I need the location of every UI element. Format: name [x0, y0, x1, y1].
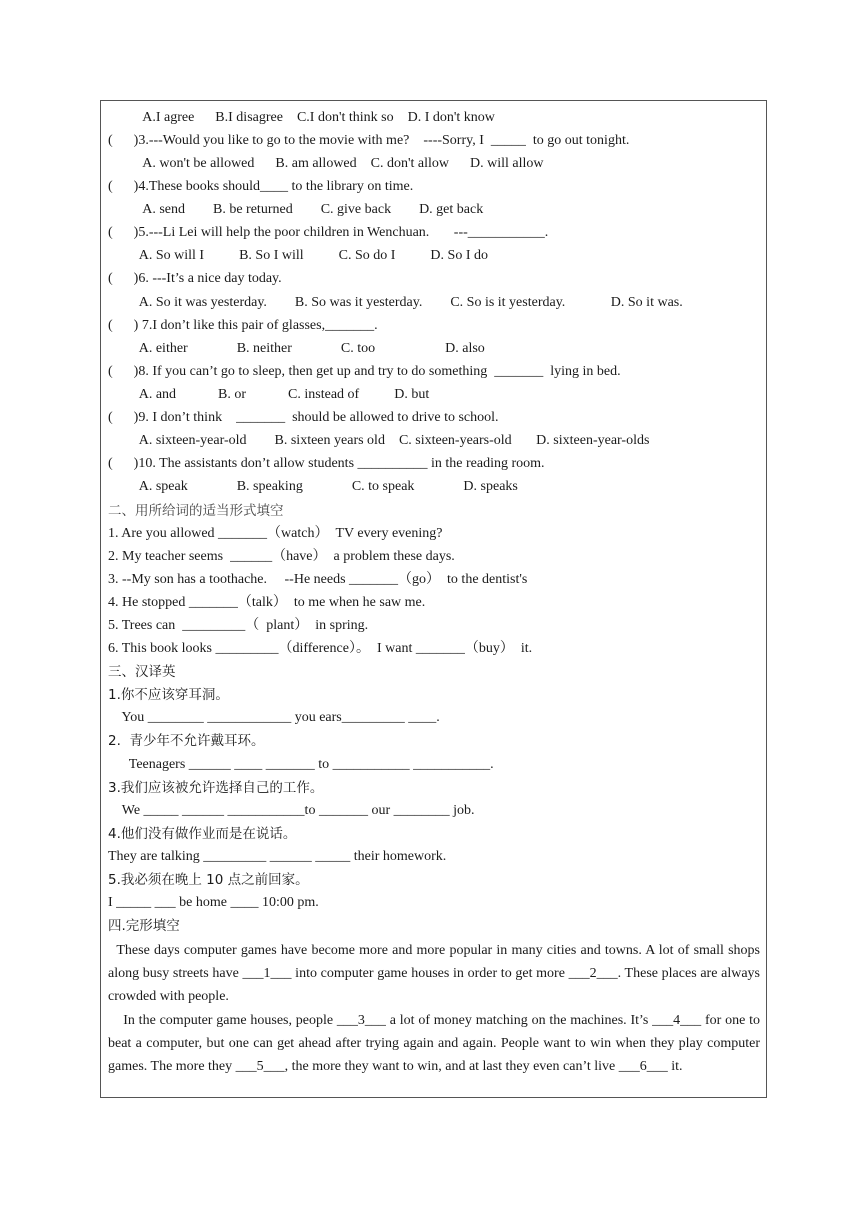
fill-item-1: 1. Are you allowed _______（watch） TV every evening? — [108, 526, 443, 541]
mc-options-10: A. speak B. speaking C. to speak D. speaks — [108, 479, 518, 494]
section-2-title: 二、用所给词的适当形式填空 — [108, 503, 284, 519]
mc-options-3: A. won't be allowed B. am allowed C. don't allow D. will allow — [108, 156, 544, 171]
mc-options-6: A. So it was yesterday. B. So was it yesterday. C. So is it yesterday. D. So it was. — [108, 295, 683, 310]
cloze-paragraph-2: In the computer game houses, people ___3___ a lot of money matching on the machines. It’s ___4___ for one to beat a computer, but one can get ahead after trying again and again. People want to win when they play computer games. The more they ___5___, the more they want to win, and at last they even can’t live ___6___ it. — [108, 1012, 764, 1075]
fill-item-3: 3. --My son has a toothache. --He needs _______（go） to the dentist's — [108, 572, 528, 587]
cloze-passage — [108, 939, 764, 1078]
fill-item-4: 4. He stopped _______（talk） to me when he saw me. — [108, 595, 426, 610]
translate-answer-3: We _____ ______ ___________to _______ our ________ job. — [108, 803, 475, 818]
translate-answer-2: Teenagers ______ ____ _______ to ___________ ___________. — [108, 757, 494, 772]
section-4-title: 四.完形填空 — [108, 918, 180, 934]
translate-prompt-2: 2. 青少年不允许戴耳环。 — [108, 733, 265, 749]
mc-question-7: ( ) 7.I don’t like this pair of glasses,_______. — [108, 318, 378, 333]
translate-answer-5: I _____ ___ be home ____ 10:00 pm. — [108, 895, 319, 910]
fill-item-2: 2. My teacher seems ______（have） a problem these days. — [108, 549, 455, 564]
cloze-paragraph-1: These days computer games have become more and more popular in many cities and towns. A lot of small shops along busy streets have ___1___ into computer game houses in order to get more ___2___. These places are always crowded with people. — [108, 943, 764, 1005]
section-3-title: 三、汉译英 — [108, 664, 176, 680]
mc-options-2: A.I agree B.I disagree C.I don't think so D. I don't know — [108, 110, 495, 125]
mc-options-4: A. send B. be returned C. give back D. get back — [108, 202, 484, 217]
mc-options-7: A. either B. neither C. too D. also — [108, 341, 485, 356]
fill-item-5: 5. Trees can _________（ plant） in spring. — [108, 618, 369, 633]
fill-item-6: 6. This book looks _________（difference）。 I want _______（buy） it. — [108, 641, 533, 656]
mc-question-5: ( )5.---Li Lei will help the poor children in Wenchuan. ---___________. — [108, 225, 549, 240]
mc-question-4: ( )4.These books should____ to the library on time. — [108, 179, 414, 194]
translate-prompt-3: 3.我们应该被允许选择自己的工作。 — [108, 780, 324, 796]
mc-question-9: ( )9. I don’t think _______ should be allowed to drive to school. — [108, 410, 499, 425]
mc-question-3: ( )3.---Would you like to go to the movie with me? ----Sorry, I _____ to go out tonight. — [108, 133, 630, 148]
translate-prompt-1: 1.你不应该穿耳洞。 — [108, 687, 229, 703]
mc-question-10: ( )10. The assistants don’t allow students __________ in the reading room. — [108, 456, 545, 471]
translate-answer-1: You ________ ____________ you ears_________ ____. — [108, 710, 440, 725]
mc-options-8: A. and B. or C. instead of D. but — [108, 387, 430, 402]
mc-question-8: ( )8. If you can’t go to sleep, then get up and try to do something _______ lying in bed. — [108, 364, 621, 379]
mc-question-6: ( )6. ---It’s a nice day today. — [108, 271, 282, 286]
translate-prompt-4: 4.他们没有做作业而是在说话。 — [108, 826, 297, 842]
translate-prompt-5: 5.我必须在晚上 10 点之前回家。 — [108, 872, 309, 888]
mc-options-5: A. So will I B. So I will C. So do I D. So I do — [108, 248, 488, 263]
translate-answer-4: They are talking _________ ______ _____ their homework. — [108, 849, 447, 864]
mc-options-9: A. sixteen-year-old B. sixteen years old C. sixteen-years-old D. sixteen-year-olds — [108, 433, 650, 448]
